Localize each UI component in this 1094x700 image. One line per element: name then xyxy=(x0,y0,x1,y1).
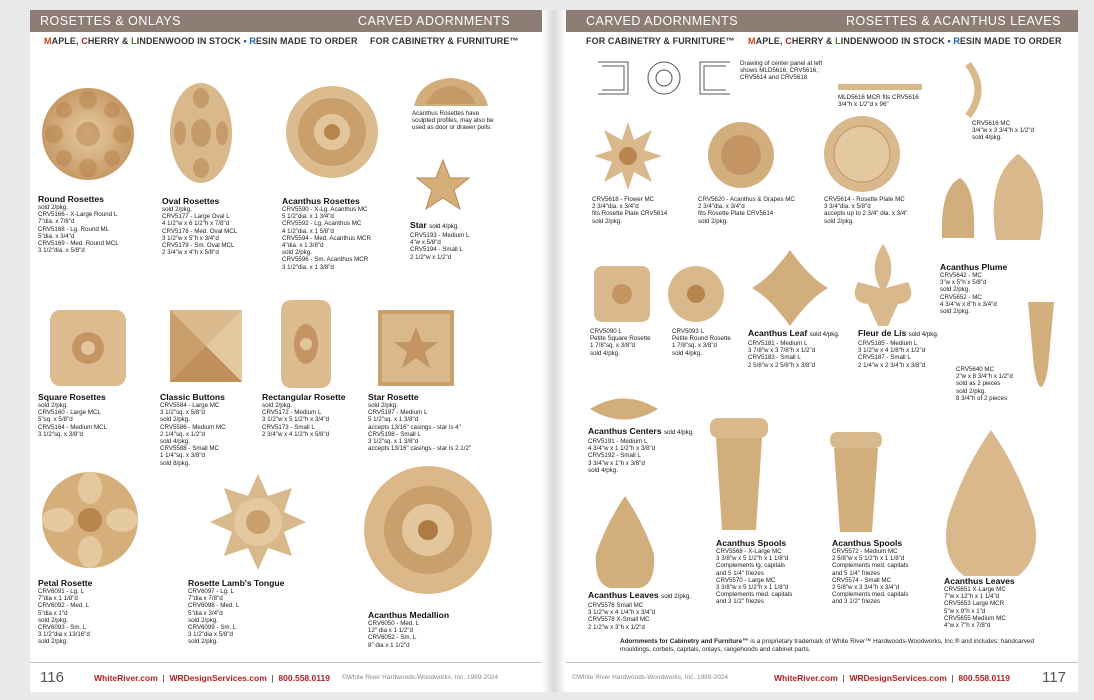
fleur-de-lis-image xyxy=(848,242,918,328)
footer-contact: WhiteRiver.com | WRDesignServices.com | 800.558.0119 xyxy=(94,673,330,683)
classic-buttons-info: Classic Buttons CRV5584 - Large MC 3 1/2"sq. x 5/8"d sold 2/pkg. CRV5586 - Medium MC 2 1/4"sq. x 1/2"d sold 4/pkg. CRV5588 - Small MC 1 1/4"sq. x 3/8"d sold 8/pkg. xyxy=(160,392,226,467)
copyright: ©White River Hardwoods-Woodworks, Inc. 1989-2024 xyxy=(342,674,499,681)
catalog-page-116 xyxy=(30,10,542,692)
website-link[interactable]: WhiteRiver.com xyxy=(94,673,158,683)
petite-square-image xyxy=(592,264,652,324)
lambs-tongue-image xyxy=(208,472,308,572)
subheader-right: FOR CABINETRY & FURNITURE™ xyxy=(370,36,519,46)
header-section: CARVED ADORNMENTS xyxy=(358,14,511,28)
acanthus-leaf-info: Acanthus Leaf sold 4/pkg. CRV5181 - Medium L 3 7/8"w x 3 7/8"h x 1/2"d CRV5183 - Small L 2 5/8"w x 2 5/8"h x 3/8"d xyxy=(748,328,840,369)
square-rosettes-info: Square Rosettes sold 2/pkg. CRV5160 - Large MCL 5"sq. x 5/8"d CRV5164 - Medium MCL 3 1/2"sq. x 3/8"d xyxy=(38,392,108,438)
acanthus-leaves-small-image xyxy=(592,494,658,590)
acanthus-center-image xyxy=(588,392,660,426)
acanthus-leaf-image xyxy=(750,248,830,328)
website-link[interactable]: WhiteRiver.com xyxy=(774,673,838,683)
design-services-link[interactable]: WRDesignServices.com xyxy=(849,673,947,683)
lambs-tongue-info: Rosette Lamb's Tongue CRV6097 - Lg. L 7"dia x 7/8"d CRV6098 - Med. L 5"dia x 3/4"d sold 2/pkg. CRV6099 - Sm. L 3 1/2"dia x 5/8"d sold 2/pkg. xyxy=(188,578,285,646)
crv5616-info: CRV5616 MC 3/4"w x 3 3/4"h x 1/2"d sold 4/pkg. xyxy=(972,120,1034,142)
page-number: 117 xyxy=(1042,669,1066,686)
acanthus-medallion-image xyxy=(360,462,496,598)
drawing-note: Drawing of center panel at left shows MLD5616, CRV5616, CRV5614 and CRV5618 xyxy=(740,60,823,82)
page-header xyxy=(30,10,542,32)
star-rosette-info: Star Rosette sold 2/pkg. CRV5197 - Medium L 5 1/2"sq. x 1 3/8"d accepts 13/16" casings - star is 4" CRV5198 - Small L 3 1/2"sq. x 1 3/8"d accepts 13/16" casings - star is 2 1/2" xyxy=(368,392,472,453)
square-rosette-image xyxy=(48,308,128,388)
spine-gutter xyxy=(542,10,566,692)
classic-button-image xyxy=(168,308,244,384)
acanthus-centers-info: Acanthus Centers sold 4/pkg. CRV5191 - Medium L 4 3/4"w x 1 1/2"h x 3/8"d CRV5192 - Small L 3 3/4"w x 1"h x 3/8"d sold 4/pkg. xyxy=(588,426,694,474)
mld5616-info: MLD5616 MCR fits CRV5616 3/4"h x 1/2"d x 96" xyxy=(838,94,919,109)
round-rosettes-info: Round Rosettes sold 2/pkg. CRV5166 - X-Large Round L 7"dia. x 7/8"d CRV5168 - Lg. Round ML 5"dia. x 3/4"d CRV5169 - Med. Round MCL 3 1/2"dia. x 5/8"d xyxy=(38,194,119,255)
rosette-plate-image xyxy=(822,114,902,194)
petite-round-info: CRV5093 L Petite Round Rosette 1 7/8"sq. x 3/8"d sold 4/pkg. xyxy=(672,328,731,357)
petal-rosette-image xyxy=(38,468,142,572)
panel-drawing xyxy=(596,58,732,98)
flower-rosette-image xyxy=(592,120,664,192)
acanthus-plume-info: Acanthus Plume CRV5642 - MC 3"w x 5"h x 5/8"d sold 2/pkg. CRV5652 - MC 4 3/4"w x 8"h x 3/4"d sold 2/pkg. xyxy=(940,262,1008,316)
footer-contact: WhiteRiver.com | WRDesignServices.com | 800.558.0119 xyxy=(774,673,1010,683)
header-title: ROSETTES & ACANTHUS LEAVES xyxy=(846,14,1061,28)
moulding-image xyxy=(838,82,922,92)
acanthus-grapes-info: CRV5620 - Acanthus & Grapes MC 2 3/4"dia. x 3/4"d fits Rosette Plate CRV5614 sold 2/pkg. xyxy=(698,196,795,225)
acanthus-rosettes-info: Acanthus Rosettes CRV5590 - X-Lg. Acanthus MC 5 1/2"dia. x 1 3/4"d CRV5592 - Lg. Acanthus MC 4 1/2"dia. x 1 5/8"d CRV5594 - Med. Acanthus MCR 4"dia. x 1 3/8"d sold 2/pkg. CRV5596 - Sm. Acanthus MCR 3 1/2"dia. x 1 3/8"d xyxy=(282,196,371,271)
acanthus-spool-med-image xyxy=(826,428,886,536)
acanthus-spool-xl-image xyxy=(706,414,772,534)
star-rosette-image xyxy=(378,310,454,386)
round-rosette-image xyxy=(38,78,138,188)
phone-number: 800.558.0119 xyxy=(958,673,1010,683)
acanthus-plume-image xyxy=(936,148,1052,244)
page-header xyxy=(566,10,1078,32)
rosette-plate-info: CRV5614 - Rosette Plate MC 3 3/4"dia. x 5/8"d accepts up to 2 3/4" dia. x 3/4" sold 2/pkg. xyxy=(824,196,908,225)
page-footer xyxy=(30,662,542,692)
petite-round-image xyxy=(666,264,726,324)
oval-rosette-image xyxy=(166,78,236,188)
oval-rosettes-info: Oval Rosettes sold 2/pkg. CRV5177 - Large Oval L 4 1/2"w x 6 1/2"h x 7/8"d CRV5178 - Med. Oval MCL 3 1/2"w x 5"h x 3/4"d CRV5179 - Sm. Oval MCL 2 3/4"w x 4"h x 5/8"d xyxy=(162,196,238,257)
star-image xyxy=(416,158,470,212)
page-number: 116 xyxy=(40,669,64,686)
wood-availability: MAPLE, CHERRY & LINDENWOOD IN STOCK • RESIN MADE TO ORDER xyxy=(44,36,358,46)
acanthus-rosette-image xyxy=(282,82,382,182)
design-services-link[interactable]: WRDesignServices.com xyxy=(169,673,267,683)
page-footer xyxy=(566,662,1078,692)
wood-availability: MAPLE, CHERRY & LINDENWOOD IN STOCK • RESIN MADE TO ORDER xyxy=(748,36,1062,46)
rectangular-rosette-image xyxy=(279,298,333,390)
petal-rosette-info: Petal Rosette CRV6091 - Lg. L 7"dia x 1 1/8"d CRV6092 - Med. L 5"dia x 1"d sold 2/pkg. CRV6093 - Sm. L 3 1/2"dia x 13/16"d sold 2/pkg. xyxy=(38,578,93,646)
flower-info: CRV5618 - Flower MC 2 3/4"dia. x 3/4"d fits Rosette Plate CRV5614 sold 2/pkg. xyxy=(592,196,668,225)
acanthus-leaves-small-info: Acanthus Leaves sold 2/pkg. CRV5576 Small MC 3 1/2"w x 4 1/4"h x 3/4"d CRV5578 X-Small MC 2 1/2"w x 3"h x 1/2"d xyxy=(588,590,692,631)
acanthus-profile-image xyxy=(410,74,492,108)
star-info: Star sold 4/pkg. CRV5193 - Medium L 4"w x 5/8"d CRV5194 - Small L 2 1/2"w x 1/2"d xyxy=(410,220,470,261)
acanthus-grapes-image xyxy=(706,120,776,190)
acanthus-leaves-xl-info: Acanthus Leaves CRV5651 X-Large MC 7"w x 12"h x 1 1/4"d CRV5653 Large MCR 5"w x 9"h x 1"d CRV5655 Medium MC 4"w x 7"h x 7/8"d xyxy=(944,576,1015,630)
acanthus-leaves-xl-image xyxy=(938,428,1044,578)
petite-square-info: CRV5090 L Petite Square Rosette 1 7/8"sq. x 3/8"d sold 4/pkg. xyxy=(590,328,651,357)
acanthus-medallion-info: Acanthus Medallion CRV6050 - Med. L 12" dia x 1 1/2"d CRV6052 - Sm. L 8" dia x 1 1/2"d xyxy=(368,610,450,649)
phone-number: 800.558.0119 xyxy=(278,673,330,683)
header-section: CARVED ADORNMENTS xyxy=(586,14,739,28)
header-title: ROSETTES & ONLAYS xyxy=(40,14,181,28)
crv5640-image xyxy=(1024,298,1058,408)
crv5616-image xyxy=(962,60,992,120)
rectangular-rosette-info: Rectangular Rosette sold 2/pkg. CRV5172 - Medium L 3 1/2"w x 5 1/2"h x 3/4"d CRV5173 - Small L 2 3/4"w x 4 1/2"h x 5/8"d xyxy=(262,392,346,438)
crv5640-info: CRV5640 MC 2"w x 8 3/4"h x 1/2"d sold as 2 pieces sold 2/pkg. 8 3/4"h of 2 pieces xyxy=(956,366,1013,402)
copyright: ©White River Hardwoods-Woodworks, Inc. 1989-2024 xyxy=(572,674,729,681)
acanthus-spools-med-info: Acanthus Spools CRV5572 - Medium MC 2 5/8"w x 5 1/2"h x 1 1/8"d Complements med. capitals and 5 1/4" friezes CRV5574 - Small MC 2 5/8"w x 3 3/4"h x 3/4"d Complements med. capitals and 3 1/2" friezes xyxy=(832,538,909,606)
acanthus-note: Acanthus Rosettes have sculpted profiles, may also be used as door or drawer pulls. xyxy=(412,110,494,132)
subheader-left: FOR CABINETRY & FURNITURE™ xyxy=(586,36,735,46)
fleur-de-lis-info: Fleur de Lis sold 4/pkg. CRV5185 - Medium L 3 1/2"w x 4 1/8"h x 1/2"d CRV5187 - Small L 2 1/4"w x 2 3/4"h x 3/8"d xyxy=(858,328,939,369)
catalog-page-117 xyxy=(566,10,1078,692)
trademark-notice: Adornments for Cabinetry and Furniture™ is a proprietary trademark of White River™ Hardwoods-Woodworks, Inc.® and includes: handcarved mouldings, corbels, capitals, onlays, rangehoods and cabinet parts. xyxy=(620,638,1035,653)
acanthus-spools-xl-info: Acanthus Spools CRV5568 - X-Large MC 3 3/8"w x 5 1/2"h x 1 1/8"d Complements lg. capitals and 5 1/4" friezes CRV5570 - Large MC 3 3/8"w x 5 1/2"h x 1 1/8"d Complements med. capitals and 3 1/2" friezes xyxy=(716,538,793,606)
